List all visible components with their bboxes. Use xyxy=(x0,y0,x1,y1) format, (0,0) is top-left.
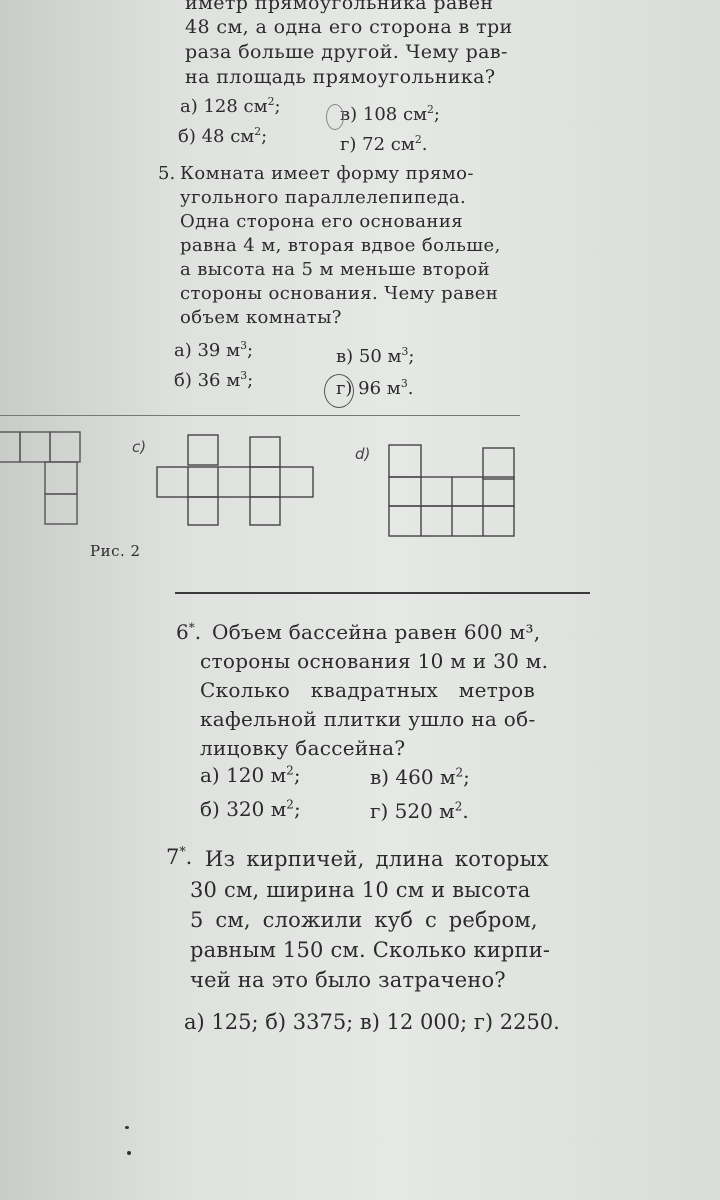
figure-c-label: c) xyxy=(132,438,147,456)
problem-4-line: раза больше другой. Чему рав- xyxy=(185,41,508,63)
problem-6-answer-a: а) 120 $м^2$; xyxy=(200,763,301,787)
problem-4-line xyxy=(185,16,525,38)
problem-5-line: Комната имеет форму прямо- xyxy=(180,163,474,184)
problem-6-answer-v: в) 460 $м^2$; xyxy=(370,765,470,789)
problem-7-line: Из кирпичей, длина которых xyxy=(205,847,549,871)
figure-net-partial xyxy=(0,430,90,530)
answer-mark-circle xyxy=(326,104,344,130)
problem-5-line: объем комнаты? xyxy=(180,307,342,328)
problem-5-answer-b: б) 36 $м^3$; xyxy=(174,369,254,391)
problem-5-line: Одна сторона его основания xyxy=(180,211,463,232)
problem-6-line: кафельной плитки ушло на об- xyxy=(200,707,536,731)
figure-caption: Рис. 2 xyxy=(90,542,141,560)
problem-4-line: иметр прямоугольника равен xyxy=(185,0,494,14)
paper-speck xyxy=(127,1151,131,1155)
figure-net-c xyxy=(150,432,320,532)
problem-5-number: 5. xyxy=(158,163,176,184)
problem-4-answer-v: в) 108 $см^2$; xyxy=(340,103,440,125)
problem-7-line: равным 150 см. Сколько кирпи- xyxy=(190,938,551,962)
separator-rule xyxy=(175,592,590,594)
figure-net-d xyxy=(385,440,525,540)
problem-5-line: угольного параллелепипеда. xyxy=(180,187,467,208)
problem-4-answer-g: г) 72 $см^2$. xyxy=(340,133,428,155)
problem-7-answers: а) 125; б) 3375; в) 12 000; г) 2250. xyxy=(184,1010,560,1034)
problem-5-line: а высота на 5 м меньше второй xyxy=(180,259,491,280)
paper-speck xyxy=(125,1126,129,1129)
problem-7-line: чей на это было затрачено? xyxy=(190,968,506,992)
problem-7-line: 30 см, ширина 10 см и высота xyxy=(190,878,531,902)
problem-6-answer-g: г) 520 $м^2$. xyxy=(370,799,469,823)
problem-6-line: Объем бассейна равен 600 м³, xyxy=(212,620,541,644)
problem-5-line: равна 4 м, вторая вдвое больше, xyxy=(180,235,501,256)
problem-5-answer-v: в) 50 $м^3$; xyxy=(336,345,415,367)
problem-5-line: стороны основания. Чему равен xyxy=(180,283,499,304)
problem-4-answer-b: б) 48 $см^2$; xyxy=(178,125,268,147)
problem-5-answer-a: а) 39 $м^3$; xyxy=(174,339,254,361)
answer-mark-circle xyxy=(324,374,354,408)
problem-6-line: лицовку бассейна? xyxy=(200,736,406,760)
problem-4-line: на площадь прямоугольника? xyxy=(185,66,496,88)
problem-7-line: 5 см, сложили куб с ребром, xyxy=(190,908,538,932)
problem-6-number: 6*. xyxy=(176,620,202,644)
problem-6-answer-b: б) 320 $м^2$; xyxy=(200,797,301,821)
problem-4-answer-a: а) 128 $см^2$; xyxy=(180,95,281,117)
separator-line xyxy=(0,415,520,416)
problem-7-number: 7*. xyxy=(166,844,193,869)
problem-6-line: Сколько квадратных метров xyxy=(200,678,536,702)
problem-6-line: стороны основания 10 м и 30 м. xyxy=(200,649,549,673)
problem-4-line-text: 48 см, а одна его сторона в три xyxy=(185,16,513,38)
figure-d-label: d) xyxy=(355,445,371,463)
problem-5-answer-g: г) 96 $м^3$. xyxy=(336,377,414,399)
